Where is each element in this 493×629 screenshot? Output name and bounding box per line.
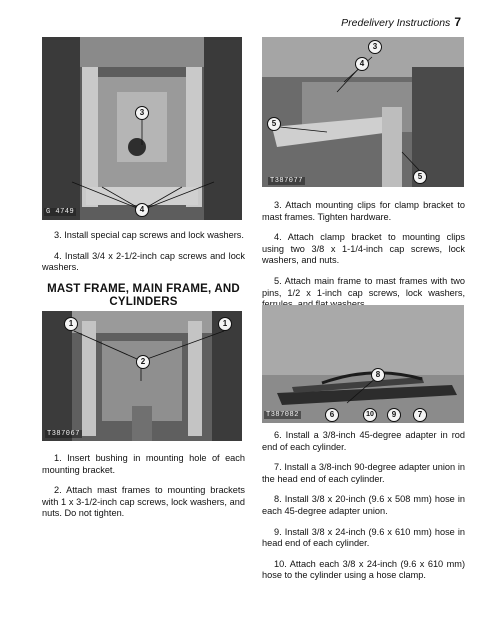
callout-10: 10 — [363, 408, 377, 422]
photo-code: T387067 — [47, 430, 80, 438]
callout-3: 3 — [368, 40, 382, 54]
photo-mounting-brackets-drawing — [42, 37, 242, 220]
page-header — [341, 15, 461, 29]
callout-5: 5 — [267, 117, 281, 131]
step-8: 8. Install 3/8 x 20-inch (9.6 x 508 mm) hose in each 45-degree adapter union. — [262, 494, 465, 516]
photo-cylinders — [262, 305, 464, 423]
left-column-top — [42, 230, 245, 321]
step-7: 7. Install a 3/8-inch 90-degree adapter union in the head end of each cylinder. — [262, 462, 465, 484]
callout-6: 6 — [325, 408, 339, 422]
page-number: 7 — [454, 15, 461, 29]
step-4: 4. Attach clamp bracket to mounting clips using two 3/8 x 1-1/4-inch cap screws, lock washers, and nuts. — [262, 232, 465, 266]
callout-4: 4 — [135, 203, 149, 217]
callout-2: 2 — [136, 355, 150, 369]
callout-7: 7 — [413, 408, 427, 422]
right-column-top — [262, 200, 465, 320]
right-column-bottom — [262, 430, 465, 591]
photo-code: T387082 — [266, 411, 299, 419]
photo-code: T387077 — [270, 177, 303, 185]
photo-code: G 4749 — [46, 208, 75, 216]
step-3: 3. Attach mounting clips for clamp bracket to mast frames. Tighten hardware. — [262, 200, 465, 222]
step-9: 9. Install 3/8 x 24-inch (9.6 x 610 mm) hose in head end of each cylinder. — [262, 526, 465, 549]
photo-mounting-brackets — [42, 37, 242, 220]
section-heading: MAST FRAME, MAIN FRAME, AND CYLINDERS — [47, 282, 240, 308]
step-4: 4. Install 3/4 x 2-1/2-inch cap screws and lock washers. — [42, 250, 245, 273]
photo-clamp-bracket — [262, 37, 464, 187]
step-10: 10. Attach each 3/8 x 24-inch (9.6 x 610 mm) hose to the cylinder using a hose clamp. — [262, 558, 465, 581]
photo-cylinders-drawing — [262, 305, 464, 423]
step-6: 6. Install a 3/8-inch 45-degree adapter in rod end of each cylinder. — [262, 430, 465, 452]
step-5: 5. Attach main frame to mast frames with two pins, 1/2 x 1-inch cap screws, lock washers, — [262, 275, 465, 298]
callout-1: 1 — [218, 317, 232, 331]
callout-8: 8 — [371, 368, 385, 382]
callout-1: 1 — [64, 317, 78, 331]
left-column-bottom — [42, 453, 245, 529]
mast-step-1: 1. Insert bushing in mounting hole of each mounting bracket. — [42, 453, 245, 475]
callout-9: 9 — [387, 408, 401, 422]
mast-step-2: 2. Attach mast frames to mounting brackets with 1 x 3-1/2-inch cap screws, lock washers, and nuts. Do not tighten. — [42, 485, 245, 519]
callout-4: 4 — [355, 57, 369, 71]
photo-mast-frames — [42, 311, 242, 441]
callout-3: 3 — [135, 106, 149, 120]
step-3: 3. Install special cap screws and lock washers. — [54, 230, 244, 240]
header-title: Predelivery Instructions — [341, 17, 451, 29]
callout-5: 5 — [413, 170, 427, 184]
